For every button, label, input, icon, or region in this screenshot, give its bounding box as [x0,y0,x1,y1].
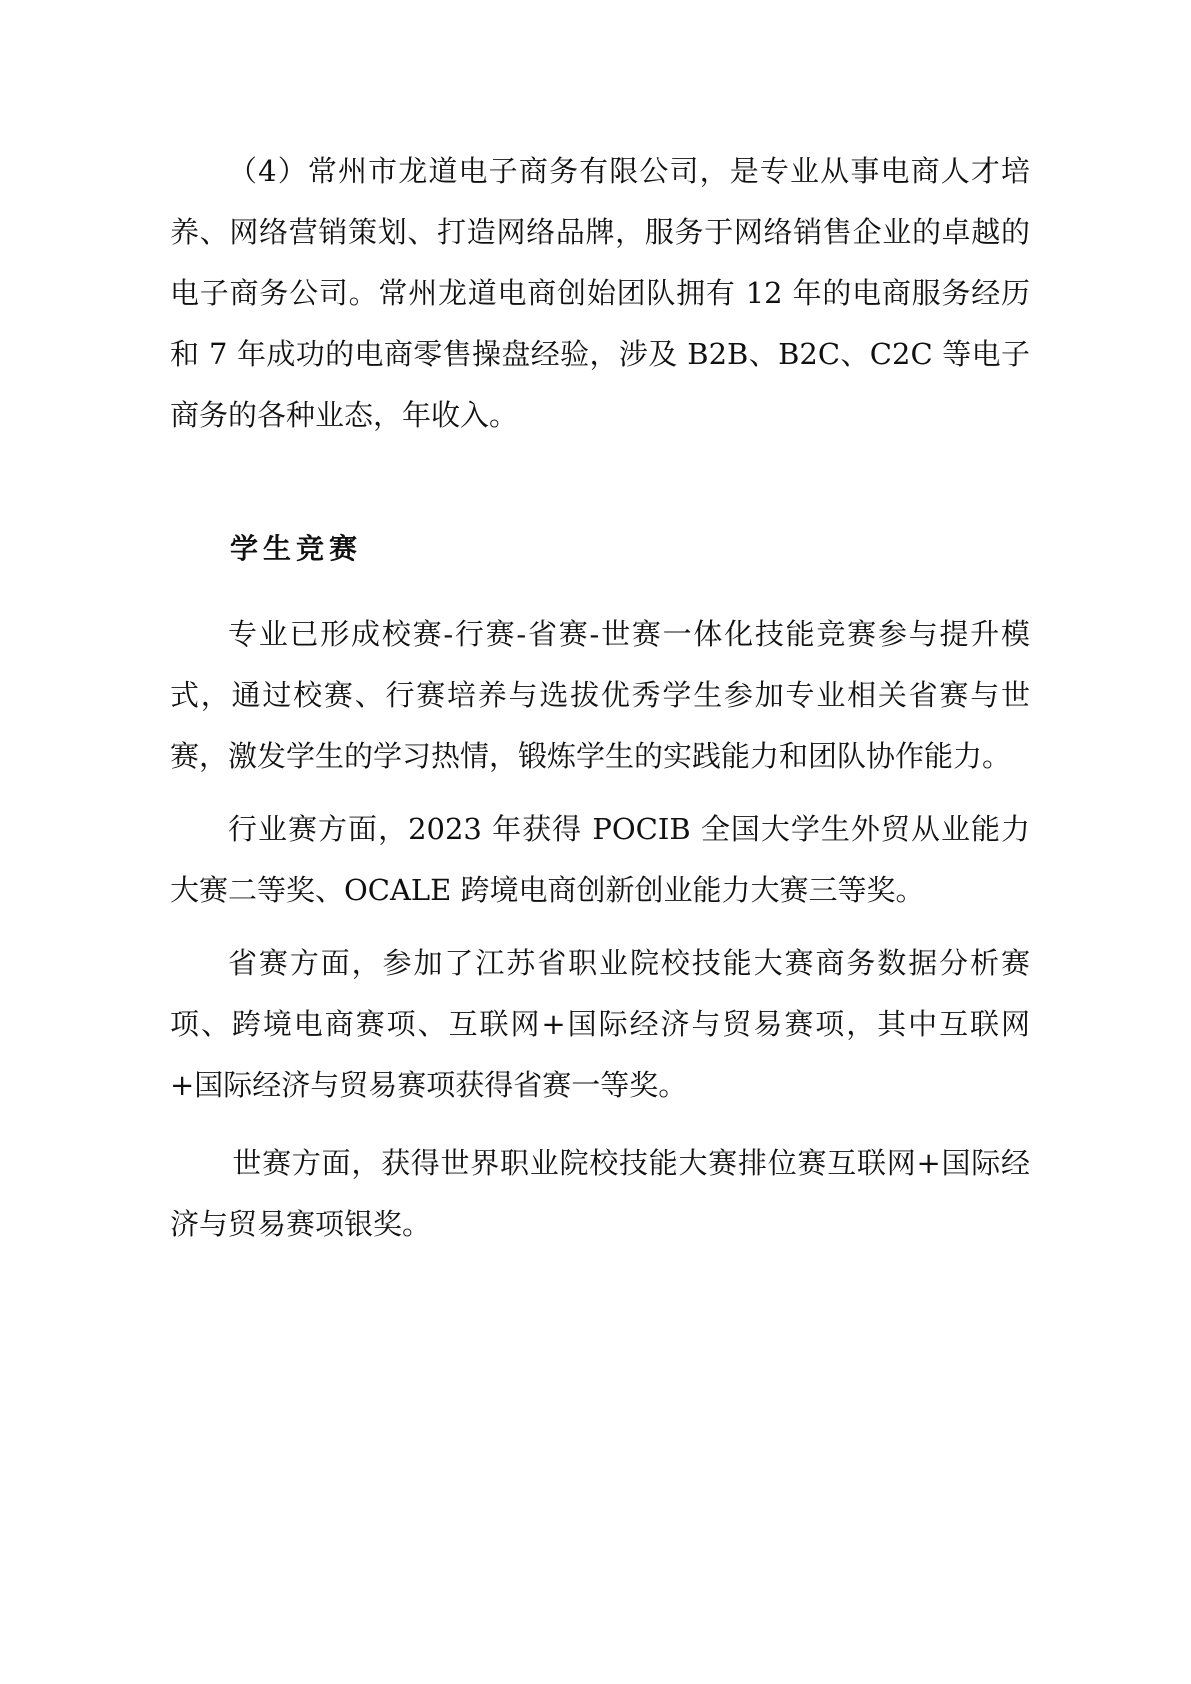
provincial-competition-paragraph: 省赛方面，参加了江苏省职业院校技能大赛商务数据分析赛项、跨境电商赛项、互联网+国际经济与贸易赛项，其中互联网+国际经济与贸易赛项获得省赛一等奖。 [170,946,1030,1102]
world-competition-paragraph: 世赛方面，获得世界职业院校技能大赛排位赛互联网+国际经济与贸易赛项银奖。 [170,1146,1030,1241]
section-heading: 学生竞赛 [230,532,363,565]
company-paragraph: （4）常州市龙道电子商务有限公司，是专业从事电商人才培养、网络营销策划、打造网络品牌，服务于网络销售企业的卓越的电子商务公司。常州龙道电商创始团队拥有 12 年的电商服务经历和 7 年成功的电商零售操盘经验，涉及 B2B、B2C、C2C 等电子商务的各种业态，年收入。 [170,154,1030,432]
competition-overview-paragraph: 专业已形成校赛-行赛-省赛-世赛一体化技能竞赛参与提升模式，通过校赛、行赛培养与选拔优秀学生参加专业相关省赛与世赛，激发学生的学习热情，锻炼学生的实践能力和团队协作能力。 [170,617,1030,773]
industry-competition-paragraph: 行业赛方面，2023 年获得 POCIB 全国大学生外贸从业能力大赛二等奖、OCALE 跨境电商创新创业能力大赛三等奖。 [170,812,1030,907]
